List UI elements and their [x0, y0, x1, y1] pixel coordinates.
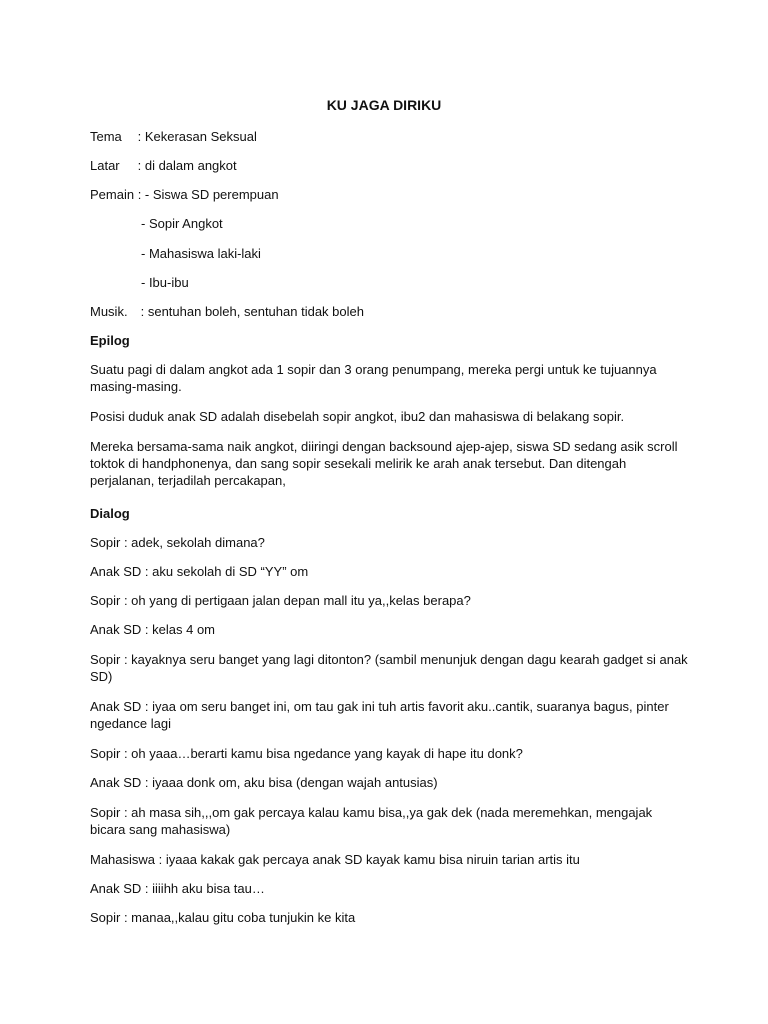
dialog-line: Anak SD : iyaa om seru banget ini, om tau gak ini tuh artis favorit aku..cantik, suaranya bagus, pinter ngedance lagi: [90, 699, 669, 731]
meta-latar-value: : di dalam angkot: [137, 158, 237, 173]
meta-pemain: [90, 186, 688, 203]
meta-tema-key: Tema: [90, 129, 122, 144]
meta-tema-value: : Kekerasan Seksual: [137, 129, 257, 144]
dialog-line: Sopir : ah masa sih,,,om gak percaya kalau kamu bisa,,ya gak dek (nada meremehkan, mengajak bicara sang mahasiswa): [90, 805, 653, 837]
dialog-line: Anak SD : kelas 4 om: [90, 622, 215, 637]
meta-pemain-item: - Sopir Angkot: [141, 216, 223, 231]
dialog-heading: Dialog: [90, 506, 130, 521]
epilog-paragraph: Mereka bersama-sama naik angkot, diiringi dengan backsound ajep-ajep, siswa SD sedang asik scroll toktok di handphonenya, dan sang sopir sesekali melirik ke arah anak tersebut. Dan ditengah perjalanan, terjadilah percakapan,: [90, 439, 678, 488]
dialog-line: Sopir : manaa,,kalau gitu coba tunjukin ke kita: [90, 910, 356, 925]
meta-musik-value: : sentuhan boleh, sentuhan tidak boleh: [140, 304, 364, 319]
epilog-heading: Epilog: [90, 333, 130, 348]
meta-latar: [90, 157, 688, 174]
meta-musik: [90, 303, 688, 320]
meta-musik-key: Musik.: [90, 304, 128, 319]
meta-latar-key: Latar: [90, 158, 120, 173]
epilog-paragraph: Suatu pagi di dalam angkot ada 1 sopir dan 3 orang penumpang, mereka pergi untuk ke tujuannya masing-masing.: [90, 362, 657, 394]
meta-pemain-first: : - Siswa SD perempuan: [137, 187, 279, 202]
dialog-line: Anak SD : iyaaa donk om, aku bisa (dengan wajah antusias): [90, 775, 438, 790]
dialog-line: Anak SD : iiiihh aku bisa tau…: [90, 881, 265, 896]
dialog-line: Mahasiswa : iyaaa kakak gak percaya anak SD kayak kamu bisa niruin tarian artis itu: [90, 852, 580, 867]
dialog-line: Sopir : adek, sekolah dimana?: [90, 535, 265, 550]
dialog-line: Sopir : kayaknya seru banget yang lagi ditonton? (sambil menunjuk dengan dagu kearah gadget si anak SD): [90, 652, 688, 684]
meta-pemain-item: - Mahasiswa laki-laki: [141, 246, 261, 261]
meta-pemain-key: Pemain: [90, 187, 135, 202]
dialog-line: Sopir : oh yang di pertigaan jalan depan mall itu ya,,kelas berapa?: [90, 593, 471, 608]
meta-pemain-item: - Ibu-ibu: [141, 275, 189, 290]
dialog-line: Anak SD : aku sekolah di SD “YY” om: [90, 564, 309, 579]
meta-tema: [90, 128, 688, 145]
dialog-line: Sopir : oh yaaa…berarti kamu bisa ngedance yang kayak di hape itu donk?: [90, 746, 523, 761]
document-title: KU JAGA DIRIKU: [326, 97, 442, 113]
epilog-paragraph: Posisi duduk anak SD adalah disebelah sopir angkot, ibu2 dan mahasiswa di belakang sopir.: [90, 409, 625, 424]
